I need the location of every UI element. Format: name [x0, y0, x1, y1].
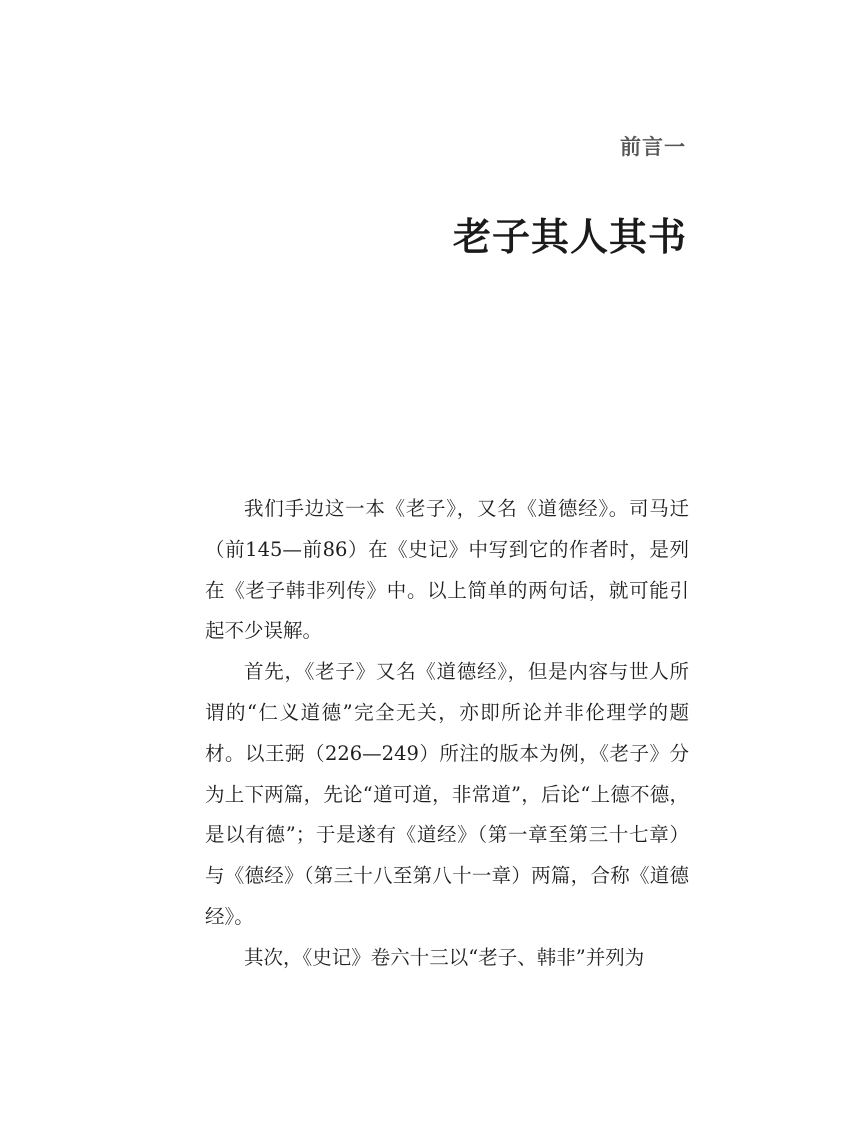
paragraph-3: 其次，《史记》卷六十三以“老子、韩非”并列为 — [244, 945, 645, 969]
chapter-label: 前言一 — [620, 135, 686, 159]
paragraph-2: 首先，《老子》又名《道德经》，但是内容与世人所谓的“仁义道德”完全无关，亦即所论并非伦理学的题材。以王弼（226—249）所注的版本为例，《老子》分为上下两篇，先论“道可道，非常道”，后论“上德不德，是以有德”；于是遂有《道经》（第一章至第三十七章）与《德经》（第三十八至第八十一章）两篇，合称《道德经》。 — [205, 660, 689, 928]
paragraph-1: 我们手边这一本《老子》，又名《道德经》。司马迁（前145—前86）在《史记》中写到它的作者时，是列在《老子韩非列传》中。以上简单的两句话，就可能引起不少误解。 — [205, 497, 689, 643]
body-text — [205, 489, 689, 979]
chapter-title: 老子其人其书 — [452, 215, 687, 259]
